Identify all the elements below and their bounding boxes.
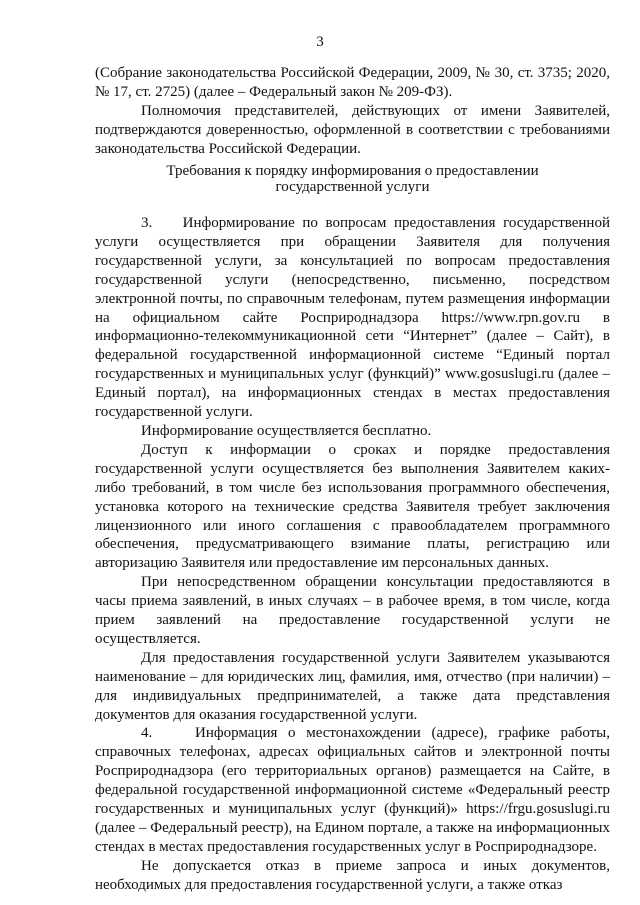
paragraph-applicant-details: Для предоставления государственной услуги Заявителем указываются наименование – для юридических лиц, фамилия, имя, отчество (при наличии) – для индивидуальных предпринимателей, а также дата представления документов для оказания государственной услуги. xyxy=(95,649,610,723)
body-block-main xyxy=(95,214,610,895)
paragraph-refusal: Не допускается отказ в приеме запроса и иных документов, необходимых для предоставления государственной услуги, а также отказ xyxy=(95,857,610,893)
paragraph-free: Информирование осуществляется бесплатно. xyxy=(141,422,432,439)
section-heading-line1: Требования к порядку информирования о предоставлении xyxy=(166,163,539,179)
section-heading-line2: государственной услуги xyxy=(275,179,430,195)
paragraph-powers: Полномочия представителей, действующих от имени Заявителей, подтверждаются доверенностью, оформленной в соответствии с требованиями законодательства Российской Федерации. xyxy=(95,102,610,157)
paragraph-citation: (Собрание законодательства Российской Федерации, 2009, № 30, ст. 3735; 2020, № 17, ст. 2725) (далее – Федеральный закон № 209-ФЗ). xyxy=(95,65,610,100)
paragraph-4-location-info: 4. Информация о местонахождении (адресе), графике работы, справочных телефонах, адресах официальных сайтов и электронной почты Росприроднадзора (его территориальных органов) размещается на Сайте, в федеральной государственной информационной системе «Федеральный реестр государственных и муниципальных услуг (функций)» https://frgu.gosuslugi.ru (далее – Федеральный реестр), на Едином портале, а также на информационных стендах в местах предоставления государственных услуг в Росприроднадзоре. xyxy=(95,725,610,855)
page-number: 3 xyxy=(316,34,324,50)
section-heading xyxy=(95,163,610,195)
paragraph-access: Доступ к информации о сроках и порядке предоставления государственной услуги осуществляется без выполнения Заявителем каких-либо требований, в том числе без использования программного обеспечения, установка которого на технические средства Заявителя требует заключения лицензионного или иного соглашения с правообладателем программного обеспечения, предусматривающего взимание платы, регистрацию или авторизацию Заявителя или предоставление им персональных данных. xyxy=(95,441,610,572)
paragraph-direct-contact: При непосредственном обращении консультации предоставляются в часы приема заявлений, в иных случаях – в рабочее время, в том числе, когда прием заявлений на предоставление государственной услуги не осуществляется. xyxy=(95,574,610,647)
paragraph-3-informing: 3. Информирование по вопросам предоставления государственной услуги осуществляется при обращении Заявителя для получения государственной услуги, за консультацией по вопросам предоставления государственной услуги (непосредственно, письменно, посредством электронной почты, по справочным телефонам, путем размещения информации на официальном сайте Росприроднадзора https://www.rpn.gov.ru в информационно-телекоммуникационной сети “Интернет” (далее – Сайт), в федеральной государственной информационной системе “Единый портал государственных и муниципальных услуг (функций)” www.gosuslugi.ru (далее – Единый портал), на информационных стендах в местах предоставления государственной услуги. xyxy=(95,215,610,421)
body-block-top xyxy=(95,64,610,159)
